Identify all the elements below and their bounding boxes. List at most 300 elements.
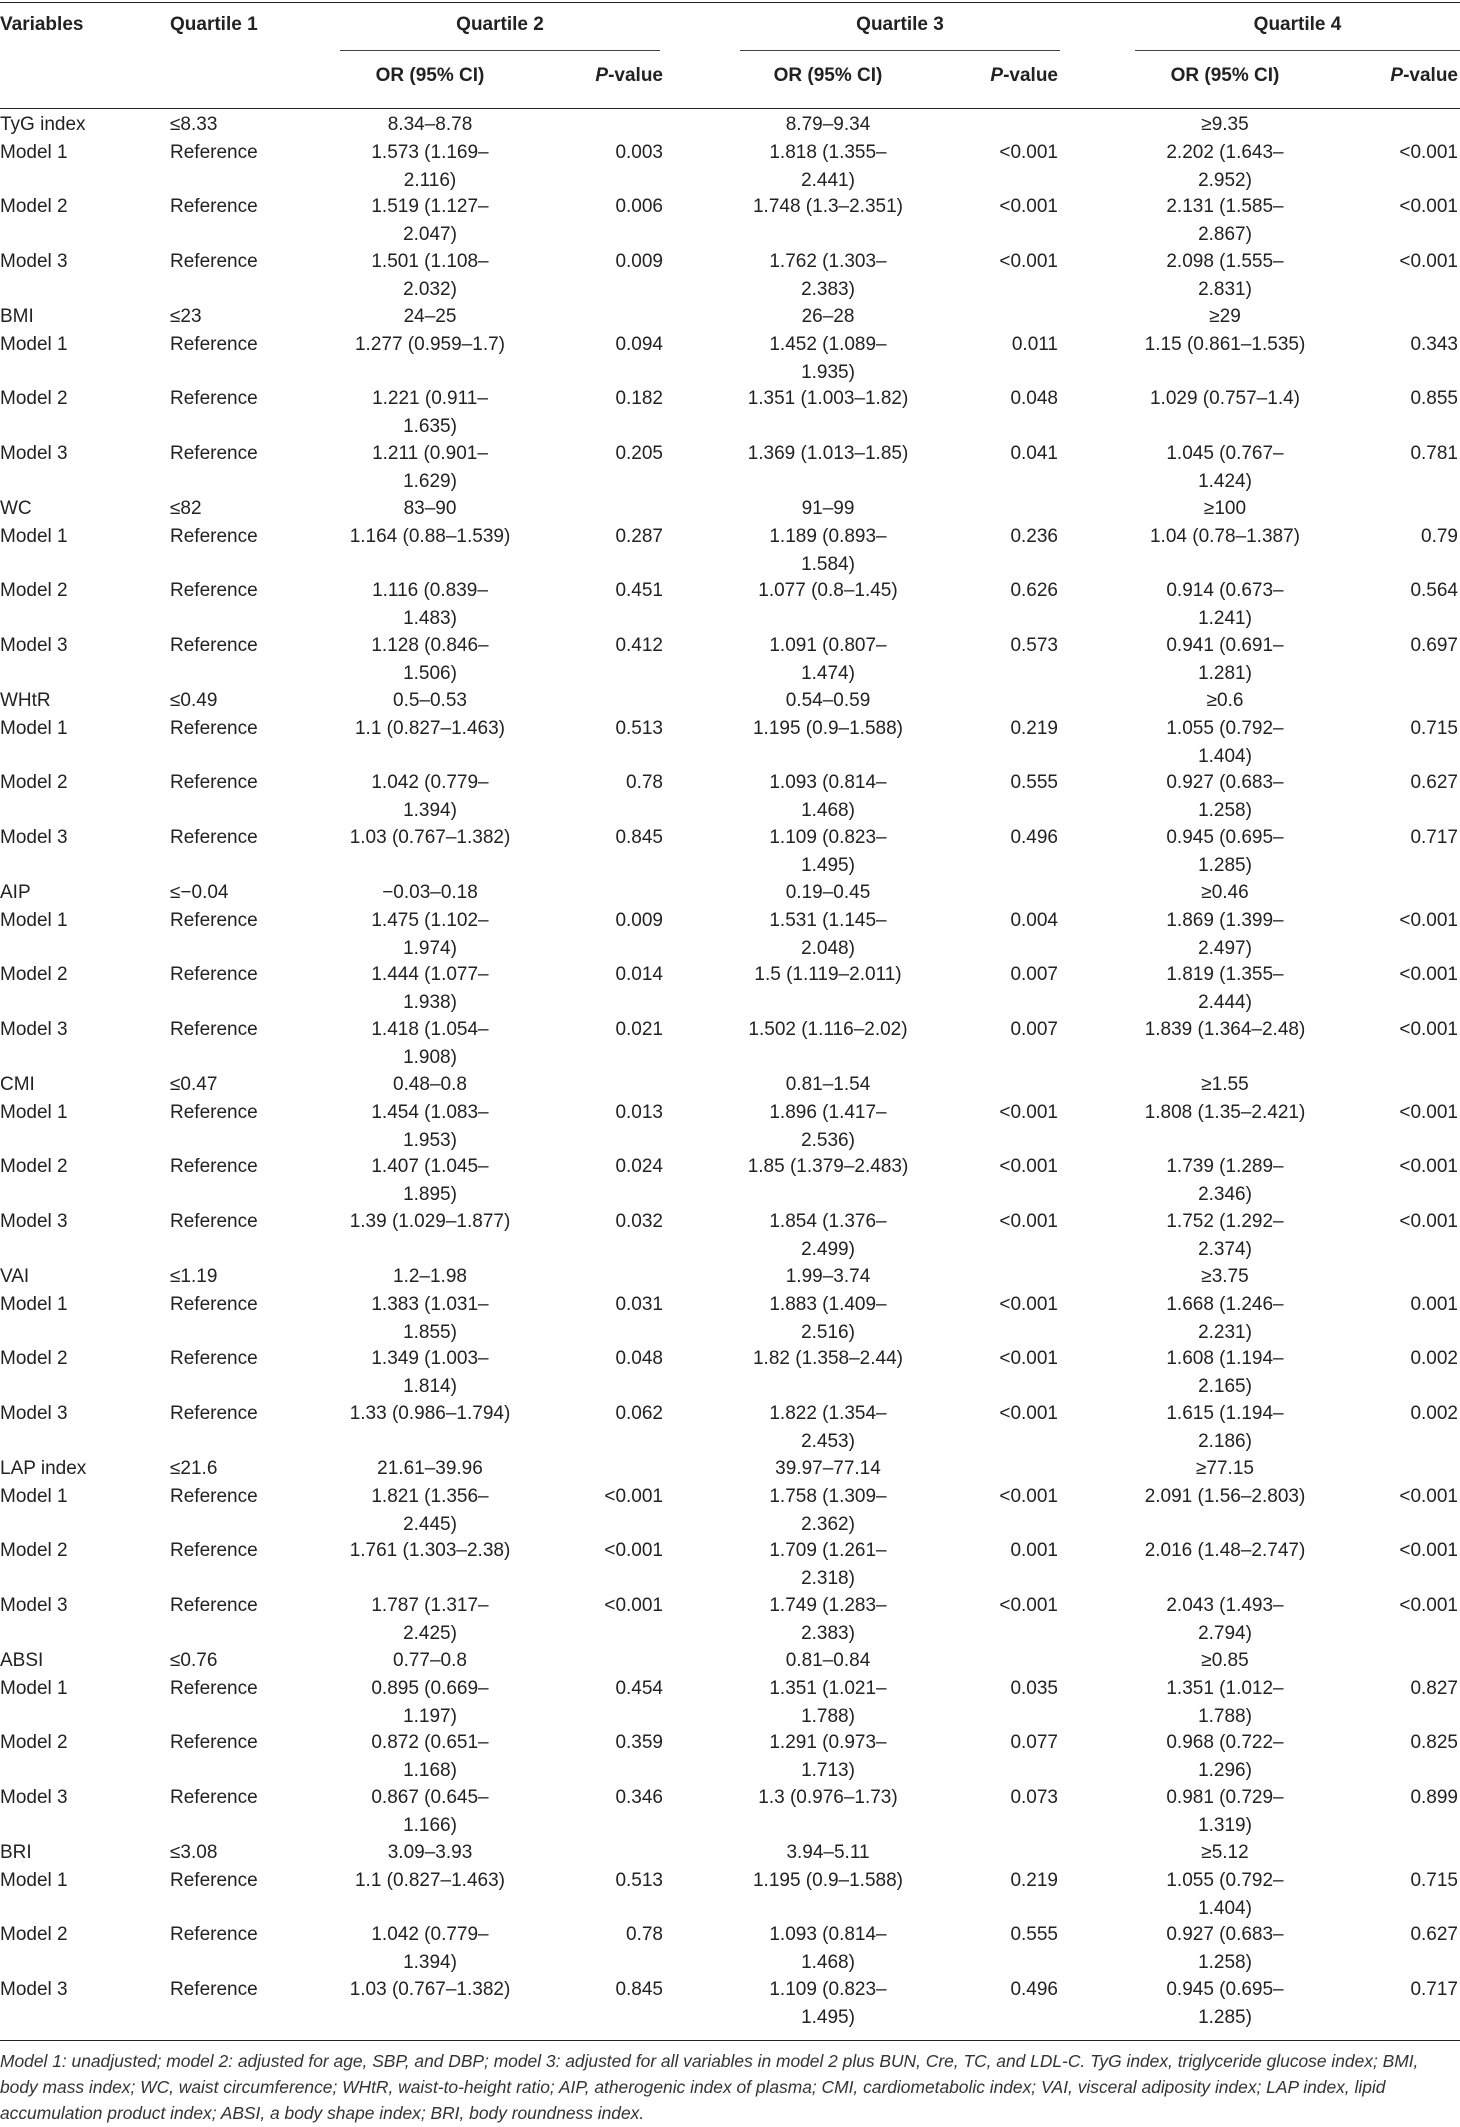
model-label: Model 2 <box>0 1732 68 1753</box>
model-label: Model 2 <box>0 196 68 217</box>
or-ci-q4-line: 1.15 (0.861–1.535) <box>1144 334 1306 355</box>
quartile-2-range: 0.48–0.8 <box>393 1074 467 1095</box>
p-value-q3: <0.001 <box>999 251 1058 272</box>
table-bottom-rule <box>0 2040 1460 2041</box>
or-ci-q2-line: 1.383 (1.031– <box>371 1294 489 1315</box>
model-label: Model 1 <box>0 718 68 739</box>
p-value-q3: 0.001 <box>1010 1540 1058 1561</box>
or-ci-q2-line: 1.1 (0.827–1.463) <box>354 718 505 739</box>
or-ci-q3-line: 1.709 (1.261– <box>769 1540 887 1561</box>
p-value-q3: 0.011 <box>1011 334 1058 355</box>
reference-cell: Reference <box>170 1294 258 1315</box>
p-value-q2: 0.451 <box>615 580 663 601</box>
p-value-q3: 0.073 <box>1010 1787 1058 1808</box>
quartile-3-range: 26–28 <box>801 306 855 327</box>
model-label: Model 2 <box>0 1924 68 1945</box>
p-value-q4: 0.715 <box>1410 1870 1458 1891</box>
or-ci-q3-line: 2.362) <box>801 1513 855 1535</box>
model-label: Model 2 <box>0 388 68 409</box>
p-value-q3: 0.219 <box>1010 1870 1058 1891</box>
model-label: Model 3 <box>0 251 68 272</box>
or-ci-q2-line: 1.166) <box>403 1814 457 1836</box>
or-ci-q2-line: 1.042 (0.779– <box>371 1924 489 1945</box>
or-ci-q2-line: 1.483) <box>403 607 457 629</box>
variable-name: BMI <box>0 306 34 327</box>
quartile-4-range: ≥0.85 <box>1201 1650 1249 1671</box>
or-ci-q3-line: 1.788) <box>801 1705 855 1727</box>
quartile-2-subrule <box>340 50 660 51</box>
reference-cell: Reference <box>170 1102 258 1123</box>
p-value-q3: <0.001 <box>999 1486 1058 1507</box>
model-label: Model 1 <box>0 142 68 163</box>
p-value-q3: 0.007 <box>1010 964 1058 985</box>
p-value-q2: <0.001 <box>604 1540 663 1561</box>
model-label: Model 1 <box>0 526 68 547</box>
p-value-q3: <0.001 <box>999 1211 1058 1232</box>
p-value-q4: <0.001 <box>1399 251 1458 272</box>
or-ci-q2-line: 1.635) <box>403 415 457 437</box>
or-ci-q2-line: 1.938) <box>403 991 457 1013</box>
p-value-q4: 0.564 <box>1410 580 1458 601</box>
p-value-q2: 0.014 <box>615 964 663 985</box>
or-ci-q3-line: 1.495) <box>801 854 855 876</box>
or-ci-q3-line: 1.351 (1.003–1.82) <box>747 388 909 409</box>
or-ci-q2-line: 1.33 (0.986–1.794) <box>349 1403 511 1424</box>
p-value-q4: 0.79 <box>1421 526 1458 547</box>
reference-cell: Reference <box>170 910 258 931</box>
or-ci-q3-line: 1.883 (1.409– <box>769 1294 887 1315</box>
p-value-q4: <0.001 <box>1399 910 1458 931</box>
reference-cell: Reference <box>170 142 258 163</box>
p-value-q4: 0.002 <box>1410 1348 1458 1369</box>
p-value-q4: <0.001 <box>1399 1019 1458 1040</box>
p-value-q2: 0.006 <box>615 196 663 217</box>
or-ci-q4-line: 1.808 (1.35–2.421) <box>1144 1102 1306 1123</box>
or-ci-q4-line: 1.739 (1.289– <box>1166 1156 1284 1177</box>
or-ci-q3-line: 1.762 (1.303– <box>769 251 887 272</box>
p-value-q3: 0.626 <box>1010 580 1058 601</box>
or-ci-q4-line: 1.351 (1.012– <box>1166 1678 1284 1699</box>
header-p-value-q4: P-value <box>1390 65 1458 86</box>
quartile-2-range: 0.77–0.8 <box>393 1650 467 1671</box>
variable-name: AIP <box>0 882 31 903</box>
model-label: Model 1 <box>0 334 68 355</box>
header-p-value-q3: P-value <box>990 65 1058 86</box>
quartile-1-range: ≤1.19 <box>170 1266 218 1287</box>
or-ci-q3-line: 1.748 (1.3–2.351) <box>752 196 903 217</box>
model-label: Model 3 <box>0 1979 68 2000</box>
p-value-q2: 0.513 <box>615 1870 663 1891</box>
p-value-q2: 0.021 <box>615 1019 663 1040</box>
or-ci-q4-line: 1.424) <box>1198 470 1252 492</box>
quartile-1-range: ≤21.6 <box>170 1458 218 1479</box>
or-ci-q3-line: 1.82 (1.358–2.44) <box>752 1348 903 1369</box>
reference-cell: Reference <box>170 1348 258 1369</box>
or-ci-q4-line: 1.258) <box>1198 799 1252 821</box>
model-label: Model 1 <box>0 910 68 931</box>
p-value-q4: 0.825 <box>1410 1732 1458 1753</box>
or-ci-q4-line: 2.831) <box>1198 278 1252 300</box>
model-label: Model 1 <box>0 1678 68 1699</box>
or-ci-q3-line: 1.109 (0.823– <box>769 1979 887 2000</box>
p-value-q3: <0.001 <box>999 1156 1058 1177</box>
or-ci-q2-line: 1.277 (0.959–1.7) <box>354 334 505 355</box>
variable-name: WC <box>0 498 32 519</box>
quartile-3-range: 0.54–0.59 <box>785 690 871 711</box>
or-ci-q3-line: 1.896 (1.417– <box>769 1102 887 1123</box>
or-ci-q4-line: 2.231) <box>1198 1321 1252 1343</box>
table-top-rule <box>0 2 1460 3</box>
or-ci-q3-line: 1.584) <box>801 553 855 575</box>
model-label: Model 1 <box>0 1870 68 1891</box>
header-quartile-2: Quartile 2 <box>456 14 544 35</box>
model-label: Model 3 <box>0 635 68 656</box>
p-value-q4: 0.855 <box>1410 388 1458 409</box>
p-value-q2: 0.454 <box>615 1678 663 1699</box>
or-ci-q4-line: 1.752 (1.292– <box>1166 1211 1284 1232</box>
model-label: Model 1 <box>0 1486 68 1507</box>
p-value-q2: <0.001 <box>604 1595 663 1616</box>
or-ci-q2-line: 1.418 (1.054– <box>371 1019 489 1040</box>
p-value-q2: 0.845 <box>615 827 663 848</box>
quartile-3-range: 3.94–5.11 <box>786 1842 870 1863</box>
or-ci-q4-line: 1.404) <box>1198 1897 1252 1919</box>
or-ci-q3-line: 2.383) <box>801 278 855 300</box>
p-value-q4: 0.627 <box>1410 1924 1458 1945</box>
p-value-q3: 0.219 <box>1010 718 1058 739</box>
or-ci-q4-line: 1.615 (1.194– <box>1166 1403 1284 1424</box>
quartile-1-range: ≤0.49 <box>170 690 218 711</box>
or-ci-q4-line: 2.091 (1.56–2.803) <box>1144 1486 1306 1507</box>
or-ci-q2-line: 0.867 (0.645– <box>371 1787 489 1808</box>
p-value-q2: 0.287 <box>615 526 663 547</box>
or-ci-q3-line: 1.189 (0.893– <box>769 526 887 547</box>
variable-name: BRI <box>0 1842 32 1863</box>
or-ci-q2-line: 1.573 (1.169– <box>371 142 489 163</box>
p-value-q4: 0.827 <box>1410 1678 1458 1699</box>
model-label: Model 2 <box>0 1540 68 1561</box>
or-ci-q4-line: 1.819 (1.355– <box>1166 964 1284 985</box>
p-value-q2: 0.346 <box>615 1787 663 1808</box>
or-ci-q4-line: 2.444) <box>1198 991 1252 1013</box>
model-label: Model 2 <box>0 772 68 793</box>
or-ci-q3-line: 2.383) <box>801 1622 855 1644</box>
or-ci-q2-line: 1.475 (1.102– <box>371 910 489 931</box>
or-ci-q2-line: 1.03 (0.767–1.382) <box>349 827 511 848</box>
p-value-q3: 0.236 <box>1010 526 1058 547</box>
quartile-2-range: −0.03–0.18 <box>382 882 478 903</box>
reference-cell: Reference <box>170 1924 258 1945</box>
quartile-2-range: 3.09–3.93 <box>387 1842 473 1863</box>
or-ci-q4-line: 2.098 (1.555– <box>1166 251 1284 272</box>
or-ci-q2-line: 2.032) <box>403 278 457 300</box>
header-bottom-rule <box>0 108 1460 109</box>
quartile-4-range: ≥1.55 <box>1201 1074 1249 1095</box>
or-ci-q3-line: 1.818 (1.355– <box>769 142 887 163</box>
quartile-1-range: ≤−0.04 <box>170 882 229 903</box>
or-ci-q4-line: 1.258) <box>1198 1951 1252 1973</box>
p-value-q4: 0.717 <box>1410 827 1458 848</box>
p-value-q4: <0.001 <box>1399 1595 1458 1616</box>
variable-name: TyG index <box>0 114 86 135</box>
or-ci-q2-line: 1.787 (1.317– <box>371 1595 489 1616</box>
p-value-q2: 0.003 <box>615 142 663 163</box>
or-ci-q4-line: 1.869 (1.399– <box>1166 910 1284 931</box>
quartile-1-range: ≤8.33 <box>170 114 218 135</box>
or-ci-q2-line: 1.454 (1.083– <box>371 1102 489 1123</box>
or-ci-q4-line: 2.202 (1.643– <box>1166 142 1284 163</box>
p-value-q2: 0.359 <box>615 1732 663 1753</box>
or-ci-q3-line: 1.713) <box>801 1759 855 1781</box>
or-ci-q3-line: 2.441) <box>801 169 855 191</box>
quartile-2-range: 0.5–0.53 <box>393 690 467 711</box>
or-ci-q3-line: 1.452 (1.089– <box>769 334 887 355</box>
reference-cell: Reference <box>170 1211 258 1232</box>
model-label: Model 2 <box>0 580 68 601</box>
variable-name: ABSI <box>0 1650 44 1671</box>
quartile-4-range: ≥77.15 <box>1196 1458 1254 1479</box>
or-ci-q2-line: 1.519 (1.127– <box>371 196 489 217</box>
p-value-q2: 0.031 <box>615 1294 663 1315</box>
header-p-value-q2: P-value <box>595 65 663 86</box>
reference-cell: Reference <box>170 718 258 739</box>
or-ci-q2-line: 1.974) <box>403 937 457 959</box>
p-value-q4: 0.697 <box>1410 635 1458 656</box>
p-value-q3: 0.048 <box>1010 388 1058 409</box>
or-ci-q2-line: 1.821 (1.356– <box>371 1486 489 1507</box>
or-ci-q2-line: 1.761 (1.303–2.38) <box>349 1540 511 1561</box>
p-value-q3: 0.007 <box>1010 1019 1058 1040</box>
model-label: Model 3 <box>0 1787 68 1808</box>
header-or-ci-q4: OR (95% CI) <box>1170 65 1280 86</box>
reference-cell: Reference <box>170 1019 258 1040</box>
header-quartile-1: Quartile 1 <box>170 14 258 35</box>
p-value-q4: 0.717 <box>1410 1979 1458 2000</box>
or-ci-q2-line: 1.197) <box>403 1705 457 1727</box>
model-label: Model 2 <box>0 1348 68 1369</box>
or-ci-q3-line: 1.474) <box>801 662 855 684</box>
p-value-q2: 0.009 <box>615 910 663 931</box>
reference-cell: Reference <box>170 1870 258 1891</box>
model-label: Model 3 <box>0 1403 68 1424</box>
or-ci-q4-line: 2.186) <box>1198 1430 1252 1452</box>
or-ci-q4-line: 1.241) <box>1198 607 1252 629</box>
or-ci-q3-line: 1.195 (0.9–1.588) <box>752 718 903 739</box>
quartile-4-range: ≥0.46 <box>1201 882 1249 903</box>
p-value-q2: 0.024 <box>615 1156 663 1177</box>
or-ci-q4-line: 2.346) <box>1198 1183 1252 1205</box>
quartile-3-range: 0.19–0.45 <box>785 882 871 903</box>
or-ci-q2-line: 2.116) <box>403 169 457 191</box>
quartile-2-range: 83–90 <box>403 498 457 519</box>
p-value-q2: 0.513 <box>615 718 663 739</box>
or-ci-q2-line: 1.629) <box>403 470 457 492</box>
p-value-q4: 0.002 <box>1410 1403 1458 1424</box>
or-ci-q2-line: 1.116 (0.839– <box>372 580 488 601</box>
p-value-q4: <0.001 <box>1399 1211 1458 1232</box>
p-value-q3: 0.555 <box>1010 1924 1058 1945</box>
p-value-q3: <0.001 <box>999 142 1058 163</box>
or-ci-q4-line: 0.927 (0.683– <box>1166 772 1284 793</box>
or-ci-q4-line: 1.029 (0.757–1.4) <box>1149 388 1300 409</box>
or-ci-q4-line: 2.497) <box>1198 937 1252 959</box>
or-ci-q4-line: 1.319) <box>1198 1814 1252 1836</box>
or-ci-q3-line: 1.5 (1.119–2.011) <box>754 964 902 985</box>
p-value-q4: <0.001 <box>1399 1102 1458 1123</box>
p-value-q4: <0.001 <box>1399 964 1458 985</box>
or-ci-q2-line: 1.407 (1.045– <box>371 1156 489 1177</box>
model-label: Model 3 <box>0 827 68 848</box>
model-label: Model 3 <box>0 443 68 464</box>
or-ci-q3-line: 1.85 (1.379–2.483) <box>747 1156 909 1177</box>
reference-cell: Reference <box>170 827 258 848</box>
or-ci-q3-line: 2.499) <box>801 1238 855 1260</box>
quartile-3-range: 0.81–1.54 <box>785 1074 871 1095</box>
or-ci-q2-line: 0.895 (0.669– <box>371 1678 489 1699</box>
or-ci-q4-line: 1.296) <box>1198 1759 1252 1781</box>
p-value-q3: <0.001 <box>999 1595 1058 1616</box>
or-ci-q3-line: 2.536) <box>801 1129 855 1151</box>
or-ci-q4-line: 1.839 (1.364–2.48) <box>1144 1019 1306 1040</box>
variable-name: VAI <box>0 1266 30 1287</box>
or-ci-q4-line: 1.285) <box>1198 2006 1252 2028</box>
or-ci-q2-line: 0.872 (0.651– <box>371 1732 489 1753</box>
or-ci-q4-line: 1.668 (1.246– <box>1166 1294 1284 1315</box>
p-value-q2: 0.845 <box>615 1979 663 2000</box>
quartile-4-range: ≥0.6 <box>1206 690 1244 711</box>
reference-cell: Reference <box>170 1403 258 1424</box>
header-variables: Variables <box>0 14 84 35</box>
header-quartile-4: Quartile 4 <box>1253 14 1342 35</box>
p-value-q4: 0.627 <box>1410 772 1458 793</box>
or-ci-q2-line: 1.168) <box>403 1759 457 1781</box>
or-ci-q4-line: 2.043 (1.493– <box>1166 1595 1284 1616</box>
or-ci-q2-line: 1.501 (1.108– <box>371 251 489 272</box>
p-value-q4: 0.899 <box>1410 1787 1458 1808</box>
or-ci-q4-line: 1.281) <box>1198 662 1252 684</box>
or-ci-q4-line: 0.945 (0.695– <box>1166 1979 1284 2000</box>
p-value-q2: 0.78 <box>626 1924 663 1945</box>
reference-cell: Reference <box>170 772 258 793</box>
quartile-3-range: 39.97–77.14 <box>775 1458 881 1479</box>
or-ci-q2-line: 1.211 (0.901– <box>372 443 488 464</box>
or-ci-q2-line: 1.444 (1.077– <box>371 964 489 985</box>
or-ci-q3-line: 1.195 (0.9–1.588) <box>752 1870 903 1891</box>
or-ci-q3-line: 1.749 (1.283– <box>769 1595 887 1616</box>
or-ci-q2-line: 1.03 (0.767–1.382) <box>349 1979 511 2000</box>
p-value-q3: 0.573 <box>1010 635 1058 656</box>
or-ci-q3-line: 2.453) <box>801 1430 855 1452</box>
p-value-q3: 0.077 <box>1010 1732 1058 1753</box>
p-value-q3: <0.001 <box>999 1102 1058 1123</box>
p-value-q4: 0.715 <box>1410 718 1458 739</box>
or-ci-q4-line: 0.914 (0.673– <box>1166 580 1284 601</box>
p-value-q4: 0.343 <box>1410 334 1458 355</box>
or-ci-q4-line: 0.945 (0.695– <box>1166 827 1284 848</box>
model-label: Model 3 <box>0 1595 68 1616</box>
header-quartile-3: Quartile 3 <box>856 14 944 35</box>
or-ci-q2-line: 1.349 (1.003– <box>371 1348 489 1369</box>
or-ci-q3-line: 2.318) <box>801 1567 855 1589</box>
or-ci-q4-line: 1.055 (0.792– <box>1166 718 1284 739</box>
or-ci-q4-line: 1.045 (0.767– <box>1166 443 1284 464</box>
variable-name: LAP index <box>0 1458 87 1479</box>
or-ci-q2-line: 1.39 (1.029–1.877) <box>349 1211 511 1232</box>
reference-cell: Reference <box>170 1486 258 1507</box>
model-label: Model 1 <box>0 1294 68 1315</box>
or-ci-q4-line: 2.794) <box>1198 1622 1252 1644</box>
or-ci-q2-line: 1.164 (0.88–1.539) <box>349 526 511 547</box>
p-value-q2: 0.78 <box>626 772 663 793</box>
or-ci-q2-line: 1.814) <box>403 1375 457 1397</box>
or-ci-q3-line: 1.093 (0.814– <box>769 1924 887 1945</box>
p-value-q3: 0.555 <box>1010 772 1058 793</box>
or-ci-q2-line: 1.221 (0.911– <box>372 388 488 409</box>
quartile-2-range: 8.34–8.78 <box>387 114 473 135</box>
quartile-3-subrule <box>740 50 1060 51</box>
p-value-q3: 0.041 <box>1010 443 1058 464</box>
or-ci-q3-line: 1.502 (1.116–2.02) <box>748 1019 908 1040</box>
or-ci-q2-line: 1.042 (0.779– <box>371 772 489 793</box>
quartile-1-range: ≤0.47 <box>170 1074 218 1095</box>
reference-cell: Reference <box>170 1787 258 1808</box>
p-value-q2: 0.032 <box>615 1211 663 1232</box>
quartile-1-range: ≤23 <box>170 306 202 327</box>
or-ci-q4-line: 0.968 (0.722– <box>1166 1732 1284 1753</box>
or-ci-q2-line: 1.1 (0.827–1.463) <box>354 1870 505 1891</box>
or-ci-q2-line: 2.445) <box>403 1513 457 1535</box>
p-value-q2: 0.412 <box>615 635 663 656</box>
or-ci-q3-line: 1.109 (0.823– <box>769 827 887 848</box>
p-value-q2: 0.009 <box>615 251 663 272</box>
or-ci-q3-line: 1.822 (1.354– <box>769 1403 887 1424</box>
quartile-1-range: ≤82 <box>170 498 202 519</box>
header-or-ci-q3: OR (95% CI) <box>773 65 883 86</box>
quartile-3-range: 91–99 <box>801 498 855 519</box>
reference-cell: Reference <box>170 1678 258 1699</box>
p-value-q3: <0.001 <box>999 1348 1058 1369</box>
table-footnote: Model 1: unadjusted; model 2: adjusted for age, SBP, and DBP; model 3: adjusted for all variables in model 2 plus BUN, Cre, TC, and LDL-C. TyG index, triglyceride glucose index; BMI, body mass index; WC, waist circumference; WHtR, waist-to-height ratio; AIP, atherogenic index of plasma; CMI, cardiometabolic index; VAI, visceral adiposity index; LAP index, lipid accumulation product index; ABSI, a body shape index; BRI, body roundness index. <box>0 2051 1419 2123</box>
or-ci-q4-line: 2.016 (1.48–2.747) <box>1144 1540 1306 1561</box>
or-ci-q2-line: 1.855) <box>403 1321 457 1343</box>
or-ci-q4-line: 1.285) <box>1198 854 1252 876</box>
or-ci-q4-line: 0.941 (0.691– <box>1166 635 1284 656</box>
or-ci-q2-line: 1.128 (0.846– <box>371 635 489 656</box>
or-ci-q3-line: 1.468) <box>801 1951 855 1973</box>
reference-cell: Reference <box>170 635 258 656</box>
reference-cell: Reference <box>170 443 258 464</box>
or-ci-q3-line: 1.077 (0.8–1.45) <box>758 580 898 601</box>
quartile-4-subrule <box>1135 50 1460 51</box>
reference-cell: Reference <box>170 251 258 272</box>
quartile-4-range: ≥5.12 <box>1201 1842 1249 1863</box>
p-value-q3: 0.496 <box>1010 1979 1058 2000</box>
variable-name: CMI <box>0 1074 35 1095</box>
p-value-q2: 0.094 <box>615 334 663 355</box>
quartile-4-range: ≥3.75 <box>1201 1266 1249 1287</box>
or-ci-q4-line: 2.867) <box>1198 223 1252 245</box>
quartile-1-range: ≤0.76 <box>170 1650 218 1671</box>
model-label: Model 2 <box>0 964 68 985</box>
p-value-q4: <0.001 <box>1399 1156 1458 1177</box>
reference-cell: Reference <box>170 526 258 547</box>
model-label: Model 3 <box>0 1019 68 1040</box>
reference-cell: Reference <box>170 1540 258 1561</box>
quartile-3-range: 8.79–9.34 <box>785 114 871 135</box>
or-ci-q4-line: 1.608 (1.194– <box>1166 1348 1284 1369</box>
or-ci-q4-line: 1.788) <box>1198 1705 1252 1727</box>
quartile-2-range: 24–25 <box>403 306 457 327</box>
